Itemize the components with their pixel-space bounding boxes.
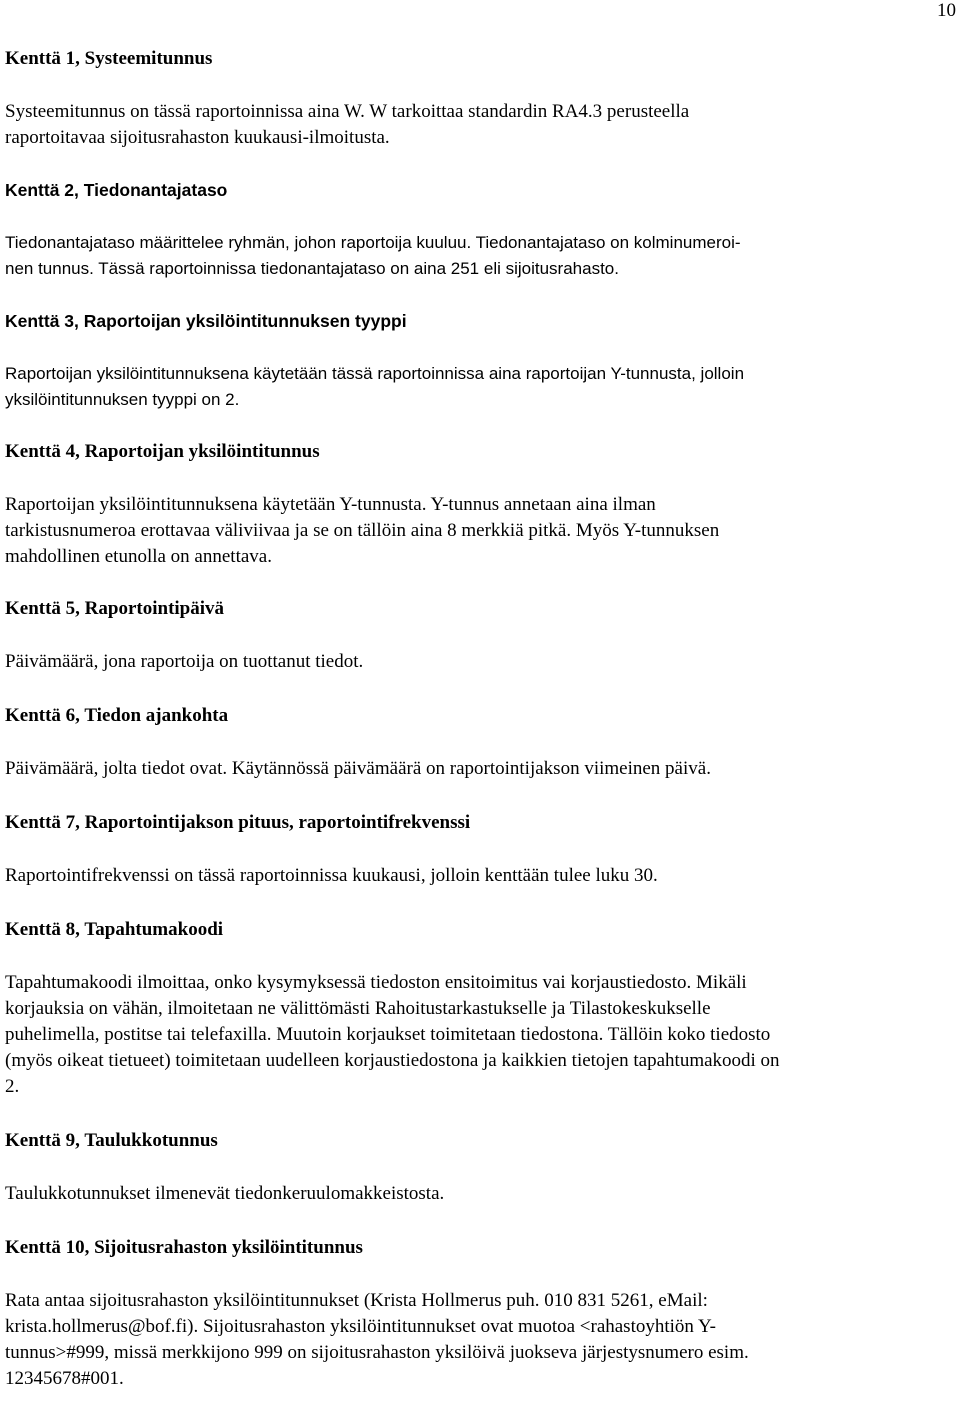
section-text-line: tarkistusnumeroa erottavaa väliviivaa ja se on tällöin aina 8 merkkiä pitkä. Myös Y-tunnuksen xyxy=(5,520,720,541)
section-text-line: korjauksia on vähän, ilmoitetaan ne välittömästi Rahoitustarkastukselle ja Tilastokeskukselle xyxy=(5,998,711,1019)
section-1 xyxy=(5,46,925,151)
section-text-line: puhelimella, postitse tai telefaxilla. Muutoin korjaukset toimitetaan tiedostona. Tällöin koko tiedosto xyxy=(5,1024,771,1045)
section-text-line: Raportoijan yksilöintitunnuksena käytetään Y-tunnusta. Y-tunnus annetaan aina ilman xyxy=(5,494,656,515)
section-heading: Kenttä 8, Tapahtumakoodi xyxy=(5,919,224,940)
section-2 xyxy=(5,177,925,282)
section-heading: Kenttä 4, Raportoijan yksilöintitunnus xyxy=(5,441,320,462)
section-text-line: nen tunnus. Tässä raportoinnissa tiedonantajataso on aina 251 eli sijoitusrahasto. xyxy=(5,259,619,278)
section-heading: Kenttä 7, Raportointijakson pituus, raportointifrekvenssi xyxy=(5,812,471,833)
section-text-line: Päivämäärä, jona raportoija on tuottanut tiedot. xyxy=(5,651,364,672)
section-heading: Kenttä 2, Tiedonantajataso xyxy=(5,180,228,200)
section-text-line: (myös oikeat tietueet) toimitetaan uudelleen korjaustiedostona ja kaikkien tietojen tapahtumakoodi on xyxy=(5,1050,780,1071)
section-heading: Kenttä 9, Taulukkotunnus xyxy=(5,1130,218,1151)
document-body xyxy=(5,46,925,1392)
section-6 xyxy=(5,703,925,782)
section-5 xyxy=(5,596,925,675)
section-text-line: krista.hollmerus@bof.fi). Sijoitusrahaston yksilöintitunnukset ovat muotoa <rahastoyhtiön Y- xyxy=(5,1316,716,1337)
section-heading: Kenttä 6, Tiedon ajankohta xyxy=(5,705,229,726)
section-text-line: yksilöintitunnuksen tyyppi on 2. xyxy=(5,390,240,409)
section-text-line: 2. xyxy=(5,1076,20,1097)
section-text-line: Tapahtumakoodi ilmoittaa, onko kysymyksessä tiedoston ensitoimitus vai korjaustiedosto. Mikäli xyxy=(5,972,747,993)
section-heading: Kenttä 5, Raportointipäivä xyxy=(5,598,225,619)
section-4 xyxy=(5,439,925,570)
section-9 xyxy=(5,1128,925,1207)
section-heading: Kenttä 3, Raportoijan yksilöintitunnuksen tyyppi xyxy=(5,311,407,331)
section-text-line: Systeemitunnus on tässä raportoinnissa aina W. W tarkoittaa standardin RA4.3 perusteella xyxy=(5,101,690,122)
section-text-line: 12345678#001. xyxy=(5,1368,124,1389)
section-text-line: Raportoijan yksilöintitunnuksena käytetään tässä raportoinnissa aina raportoijan Y-tunnusta, jolloin xyxy=(5,364,745,383)
section-10 xyxy=(5,1235,925,1392)
section-text-line: raportoitavaa sijoitusrahaston kuukausi-ilmoitusta. xyxy=(5,127,390,148)
section-text-line: Raportointifrekvenssi on tässä raportoinnissa kuukausi, jolloin kenttään tulee luku 30. xyxy=(5,865,658,886)
section-3 xyxy=(5,308,925,413)
page-number: 10 xyxy=(937,0,956,21)
section-text-line: Päivämäärä, jolta tiedot ovat. Käytännössä päivämäärä on raportointijakson viimeinen päivä. xyxy=(5,758,711,779)
section-text-line: Taulukkotunnukset ilmenevät tiedonkeruulomakkeistosta. xyxy=(5,1183,445,1204)
section-heading: Kenttä 10, Sijoitusrahaston yksilöintitunnus xyxy=(5,1237,363,1258)
section-8 xyxy=(5,917,925,1100)
section-text-line: mahdollinen etunolla on annettava. xyxy=(5,546,272,567)
section-text-line: Tiedonantajataso määrittelee ryhmän, johon raportoija kuuluu. Tiedonantajataso on kolminumeroi- xyxy=(5,233,741,252)
section-heading: Kenttä 1, Systeemitunnus xyxy=(5,48,213,69)
section-text-line: tunnus>#999, missä merkkijono 999 on sijoitusrahaston yksilöivä juokseva järjestysnumero esim. xyxy=(5,1342,749,1363)
section-7 xyxy=(5,810,925,889)
section-text-line: Rata antaa sijoitusrahaston yksilöintitunnukset (Krista Hollmerus puh. 010 831 5261, eMail: xyxy=(5,1290,708,1311)
